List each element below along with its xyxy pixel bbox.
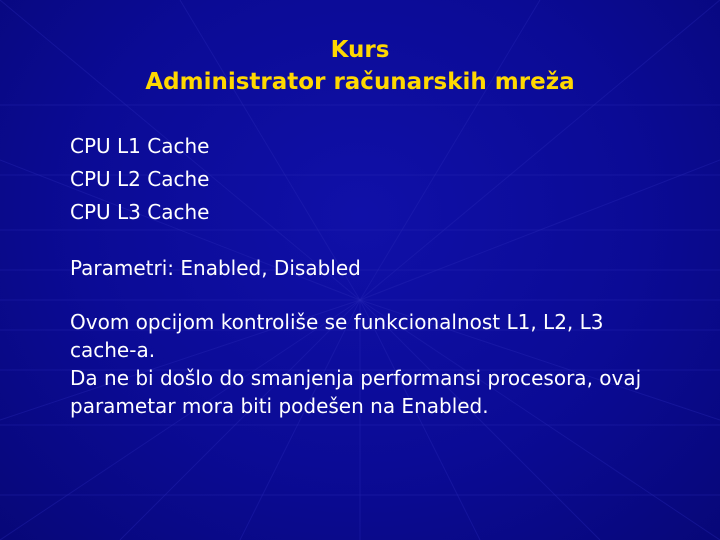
cache-item-l3: CPU L3 Cache bbox=[70, 200, 210, 224]
cache-item-l1: CPU L1 Cache bbox=[70, 134, 210, 158]
description bbox=[70, 308, 670, 420]
cache-list bbox=[70, 130, 670, 229]
description-paragraph-1: Ovom opcijom kontroliše se funkcionalnost L1, L2, L3 cache-a. bbox=[70, 310, 604, 362]
cache-item-l2: CPU L2 Cache bbox=[70, 167, 210, 191]
slide-title bbox=[0, 34, 720, 98]
slide-body bbox=[70, 130, 670, 420]
title-line-2: Administrator računarskih mreža bbox=[145, 69, 575, 95]
parameters-line: Parametri: Enabled, Disabled bbox=[70, 256, 361, 280]
description-paragraph-2: Da ne bi došlo do smanjenja performansi procesora, ovaj parametar mora biti podešen na Enabled. bbox=[70, 366, 642, 418]
title-line-1: Kurs bbox=[330, 37, 390, 63]
